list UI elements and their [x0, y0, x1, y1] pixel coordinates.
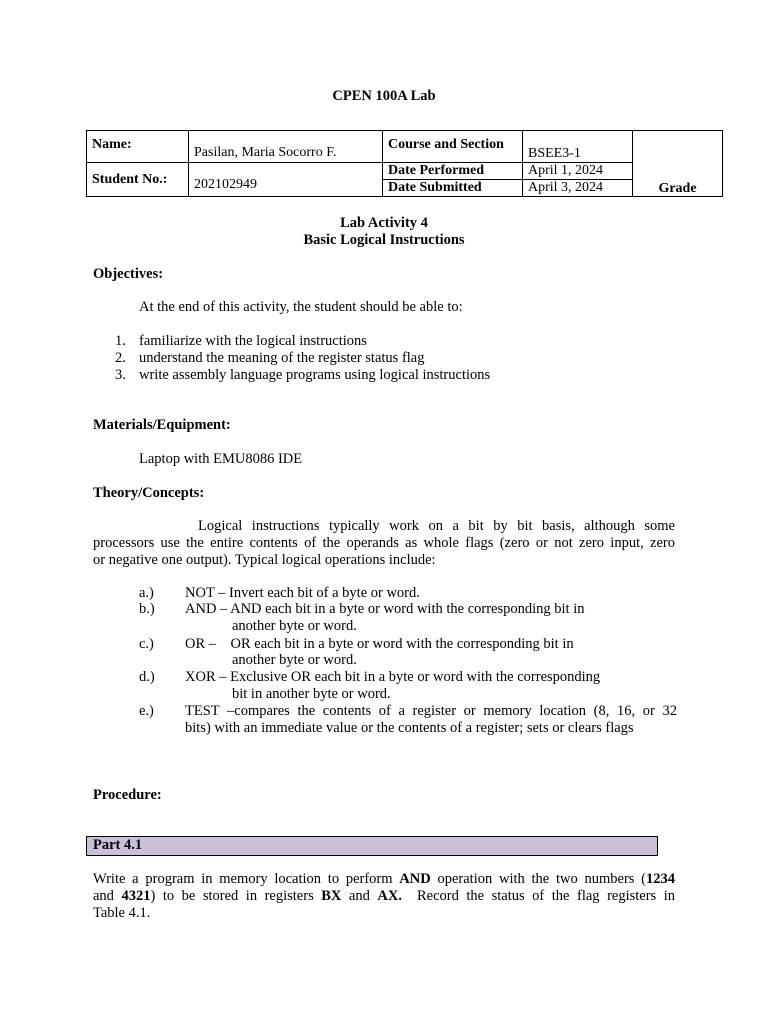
- operation-key: a.): [139, 585, 154, 601]
- procedure-paragraph-line: Table 4.1.: [93, 905, 151, 921]
- objectives-intro: At the end of this activity, the student should be able to:: [139, 299, 463, 315]
- objective-item: familiarize with the logical instructions: [139, 333, 367, 349]
- text-run-bold: BX: [321, 888, 342, 904]
- date-submitted-value: April 3, 2024: [523, 180, 633, 197]
- objective-number: 1.: [115, 333, 126, 349]
- text-run-bold: 4321: [121, 888, 151, 904]
- operation-text: AND – AND each bit in a byte or word with the corresponding bit in: [185, 601, 585, 617]
- text-run: and: [341, 888, 378, 904]
- name-label: Name:: [87, 131, 189, 163]
- operation-text: XOR – Exclusive OR each bit in a byte or word with the corresponding: [185, 669, 601, 685]
- document-title: CPEN 100A Lab: [332, 88, 436, 104]
- objective-number: 2.: [115, 350, 126, 366]
- materials-heading: Materials/Equipment:: [93, 417, 231, 433]
- grade-label: Grade: [658, 181, 697, 196]
- operation-key: b.): [139, 601, 155, 617]
- text-run: and: [93, 888, 122, 904]
- operation-text-cont: bits) with an immediate value or the contents of a register; sets or clears flags: [185, 720, 634, 736]
- procedure-paragraph-line: [93, 871, 675, 888]
- date-submitted-label: Date Submitted: [383, 180, 523, 197]
- activity-title: Basic Logical Instructions: [303, 232, 465, 248]
- theory-paragraph-line: Logical instructions typically work on a bit by bit basis, although some: [198, 518, 675, 534]
- operation-text-cont: bit in another byte or word.: [232, 686, 391, 702]
- objective-item: understand the meaning of the register status flag: [139, 350, 425, 366]
- part-4-1-banner: [86, 836, 658, 856]
- text-run-bold: AND: [399, 871, 431, 887]
- operation-key: d.): [139, 669, 155, 685]
- objective-item: write assembly language programs using logical instructions: [139, 367, 491, 383]
- activity-number: Lab Activity 4: [340, 215, 428, 231]
- date-performed-value: April 1, 2024: [523, 163, 633, 180]
- text-run: operation with the two numbers (: [430, 871, 646, 887]
- student-no-value: 202102949: [189, 163, 383, 197]
- operation-text: TEST –compares the contents of a register or memory location (8, 16, or 32: [185, 703, 677, 719]
- text-run: ) to be stored in registers: [150, 888, 322, 904]
- materials-item: Laptop with EMU8086 IDE: [139, 451, 303, 467]
- theory-paragraph-line: or negative one output). Typical logical operations include:: [93, 552, 436, 568]
- operation-text-cont: another byte or word.: [232, 652, 357, 668]
- student-info-table: [86, 130, 723, 197]
- operation-text-cont: another byte or word.: [232, 618, 357, 634]
- procedure-heading: Procedure:: [93, 787, 162, 803]
- theory-paragraph-line: processors use the entire contents of the operands as whole flags (zero or not zero input, zero: [93, 535, 675, 551]
- objective-number: 3.: [115, 367, 126, 383]
- text-run: Write a program in memory location to perform: [93, 871, 400, 887]
- text-run: Record the status of the flag registers in: [401, 888, 675, 904]
- text-run-bold: 1234: [646, 871, 675, 887]
- text-run-bold: AX.: [377, 888, 402, 904]
- course-value: BSEE3-1: [523, 131, 633, 163]
- operation-key: e.): [139, 703, 154, 719]
- theory-heading: Theory/Concepts:: [93, 485, 205, 501]
- name-value: Pasilan, Maria Socorro F.: [189, 131, 383, 163]
- student-no-label: Student No.:: [87, 163, 189, 197]
- procedure-paragraph-line: [93, 888, 675, 905]
- grade-cell: [633, 131, 723, 197]
- course-label: Course and Section: [383, 131, 523, 163]
- part-label: Part 4.1: [93, 837, 143, 853]
- date-performed-label: Date Performed: [383, 163, 523, 180]
- operation-key: c.): [139, 636, 154, 652]
- operation-text: OR – OR each bit in a byte or word with the corresponding bit in: [185, 636, 574, 652]
- objectives-heading: Objectives:: [93, 266, 164, 282]
- operation-text: NOT – Invert each bit of a byte or word.: [185, 585, 420, 601]
